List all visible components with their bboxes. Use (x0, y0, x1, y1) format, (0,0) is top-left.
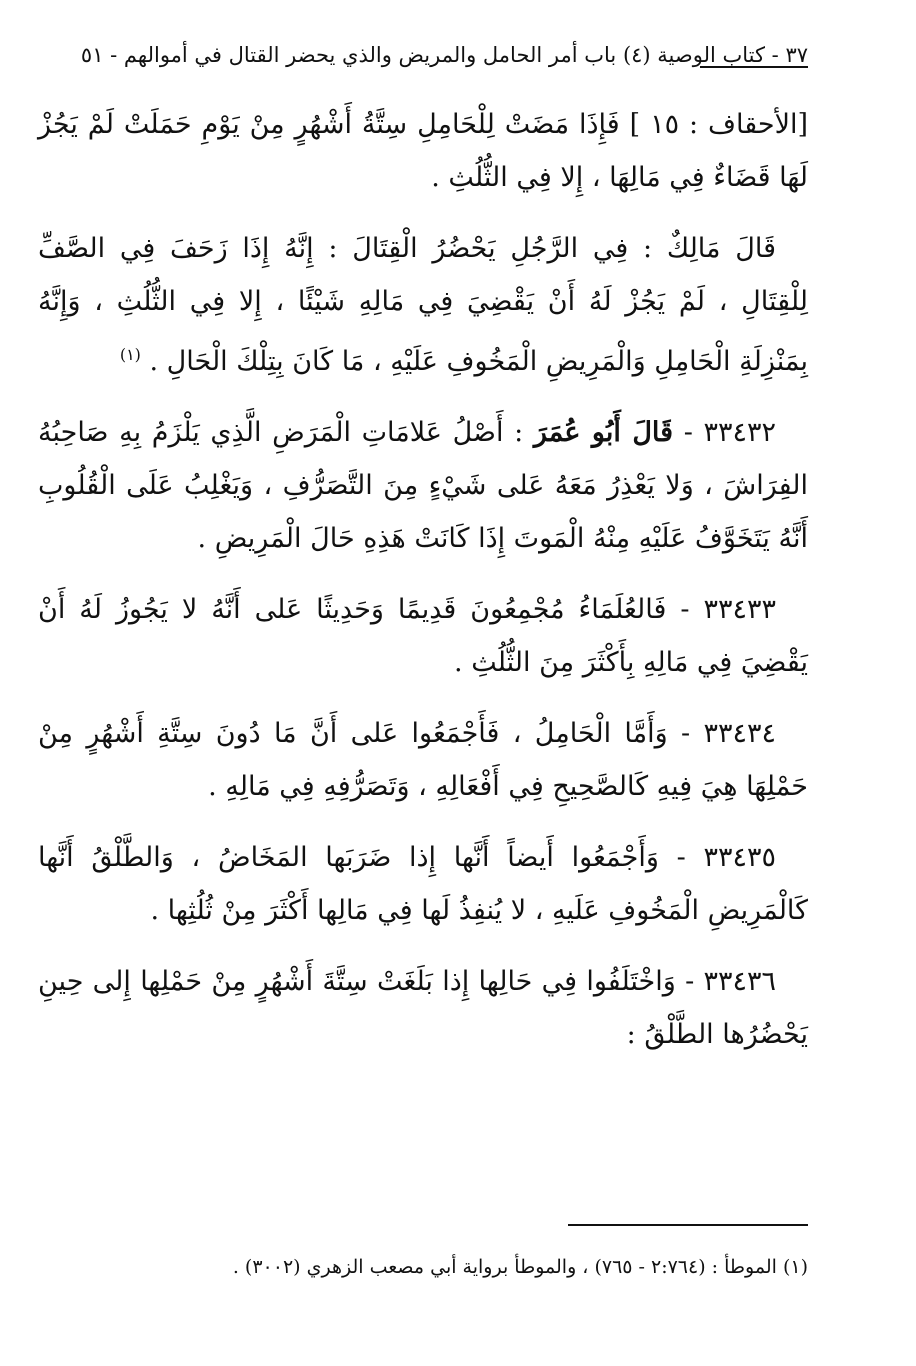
paragraph-quran-citation (38, 98, 808, 204)
paragraph-number: ٣٣٤٣٤ - (681, 718, 776, 749)
paragraph-text: وَاخْتَلَفُوا فِي حَالِها إِذا بَلَغَتْ سِتَّةَ أَشْهُرٍ مِنْ حَمْلِها إِلى حِينِ يَحْضُرُها الطَّلْقُ : (38, 966, 808, 1050)
paragraph-text: وَأَمَّا الْحَامِلُ ، فَأَجْمَعُوا عَلى أَنَّ مَا دُونَ سِتَّةِ أَشْهُرٍ مِنْ حَمْلِهَا هِيَ فِيهِ كَالصَّحِيحِ فِي أَفْعَالِهِ ، وَتَصَرُّفِهِ فِي مَالِهِ . (38, 718, 808, 802)
paragraph-text: وَأَجْمَعُوا أَيضاً أَنَّها إِذا ضَرَبَها المَخَاضُ ، وَالطَّلْقُ أَنَّها كَالْمَرِيضِ الْمَخُوفِ عَلَيهِ ، لا يُنفِذُ لَها فِي مَالِها أَكْثَرَ مِنْ ثُلُثِها . (38, 842, 808, 926)
paragraph-33433 (38, 583, 808, 689)
header-rule (700, 66, 808, 68)
paragraph-malik (38, 222, 808, 388)
paragraph-number: ٣٣٤٣٢ - (683, 417, 776, 448)
paragraph-text: قَالَ مَالِكٌ : فِي الرَّجُلِ يَحْضُرُ الْقِتَالَ : إِنَّهُ إِذَا زَحَفَ فِي الصَّفِّ لِلْقِتَالِ ، لَمْ يَجُزْ لَهُ أَنْ يَقْضِيَ فِي مَالِهِ شَيْئًا ، إِلا فِي الثُّلُثِ ، وَإِنَّهُ بِمَنْزِلَةِ الْحَامِلِ وَالْمَرِيضِ الْمَخُوفِ عَلَيْهِ ، مَا كَانَ بِتِلْكَ الْحَالِ . (38, 233, 808, 377)
paragraph-text: : أَصْلُ عَلامَاتِ الْمَرَضِ الَّذِي يَلْزَمُ بِهِ صَاحِبُهُ الفِرَاشَ ، وَلا يَعْذِرُ مَعَهُ عَلى شَيْءٍ مِنَ التَّصَرُّفِ ، وَيَغْلِبُ عَلَى الْقُلُوبِ أَنَّهُ يَتَخَوَّفُ عَلَيْهِ مِنْهُ الْمَوتَ إِذَا كَانَتْ هَذِهِ حَالَ الْمَرِيضِ . (38, 417, 808, 554)
main-text (38, 98, 808, 1079)
paragraph-number: ٣٣٤٣٥ - (676, 842, 776, 873)
paragraph-number: ٣٣٤٣٣ - (680, 594, 776, 625)
paragraph-lead: قَالَ أَبُو عُمَرَ (533, 417, 674, 448)
running-header (38, 38, 808, 72)
footnote-text: (١) الموطأ : (٢:٧٦٤ - ٧٦٥) ، والموطأ برواية أبي مصعب الزهري (٣٠٠٢) . (232, 1256, 808, 1278)
footnote-rule (568, 1224, 808, 1226)
paragraph-33432 (38, 406, 808, 565)
footnote (180, 1252, 808, 1282)
footnote-marker: (١) (119, 345, 141, 364)
paragraph-33436 (38, 955, 808, 1061)
paragraph-33434 (38, 707, 808, 813)
running-header-text: ٣٧ - كتاب الوصية (٤) باب أمر الحامل والمريض والذي يحضر القتال في أموالهم - ٥١ (80, 43, 808, 67)
paragraph-33435 (38, 831, 808, 937)
paragraph-text: [الأحقاف : ١٥ ] فَإِذَا مَضَتْ لِلْحَامِلِ سِتَّةُ أَشْهُرٍ مِنْ يَوْمِ حَمَلَتْ لَمْ يَجُزْ لَهَا قَضَاءٌ فِي مَالِهَا ، إِلا فِي الثُّلُثِ . (38, 109, 808, 193)
paragraph-text: فَالعُلَمَاءُ مُجْمِعُونَ قَدِيمًا وَحَدِيثًا عَلى أَنَّهُ لا يَجُوزُ لَهُ أَنْ يَقْضِيَ فِي مَالِهِ بِأَكْثَرَ مِنَ الثُّلُثِ . (38, 594, 808, 678)
paragraph-number: ٣٣٤٣٦ - (685, 966, 776, 997)
